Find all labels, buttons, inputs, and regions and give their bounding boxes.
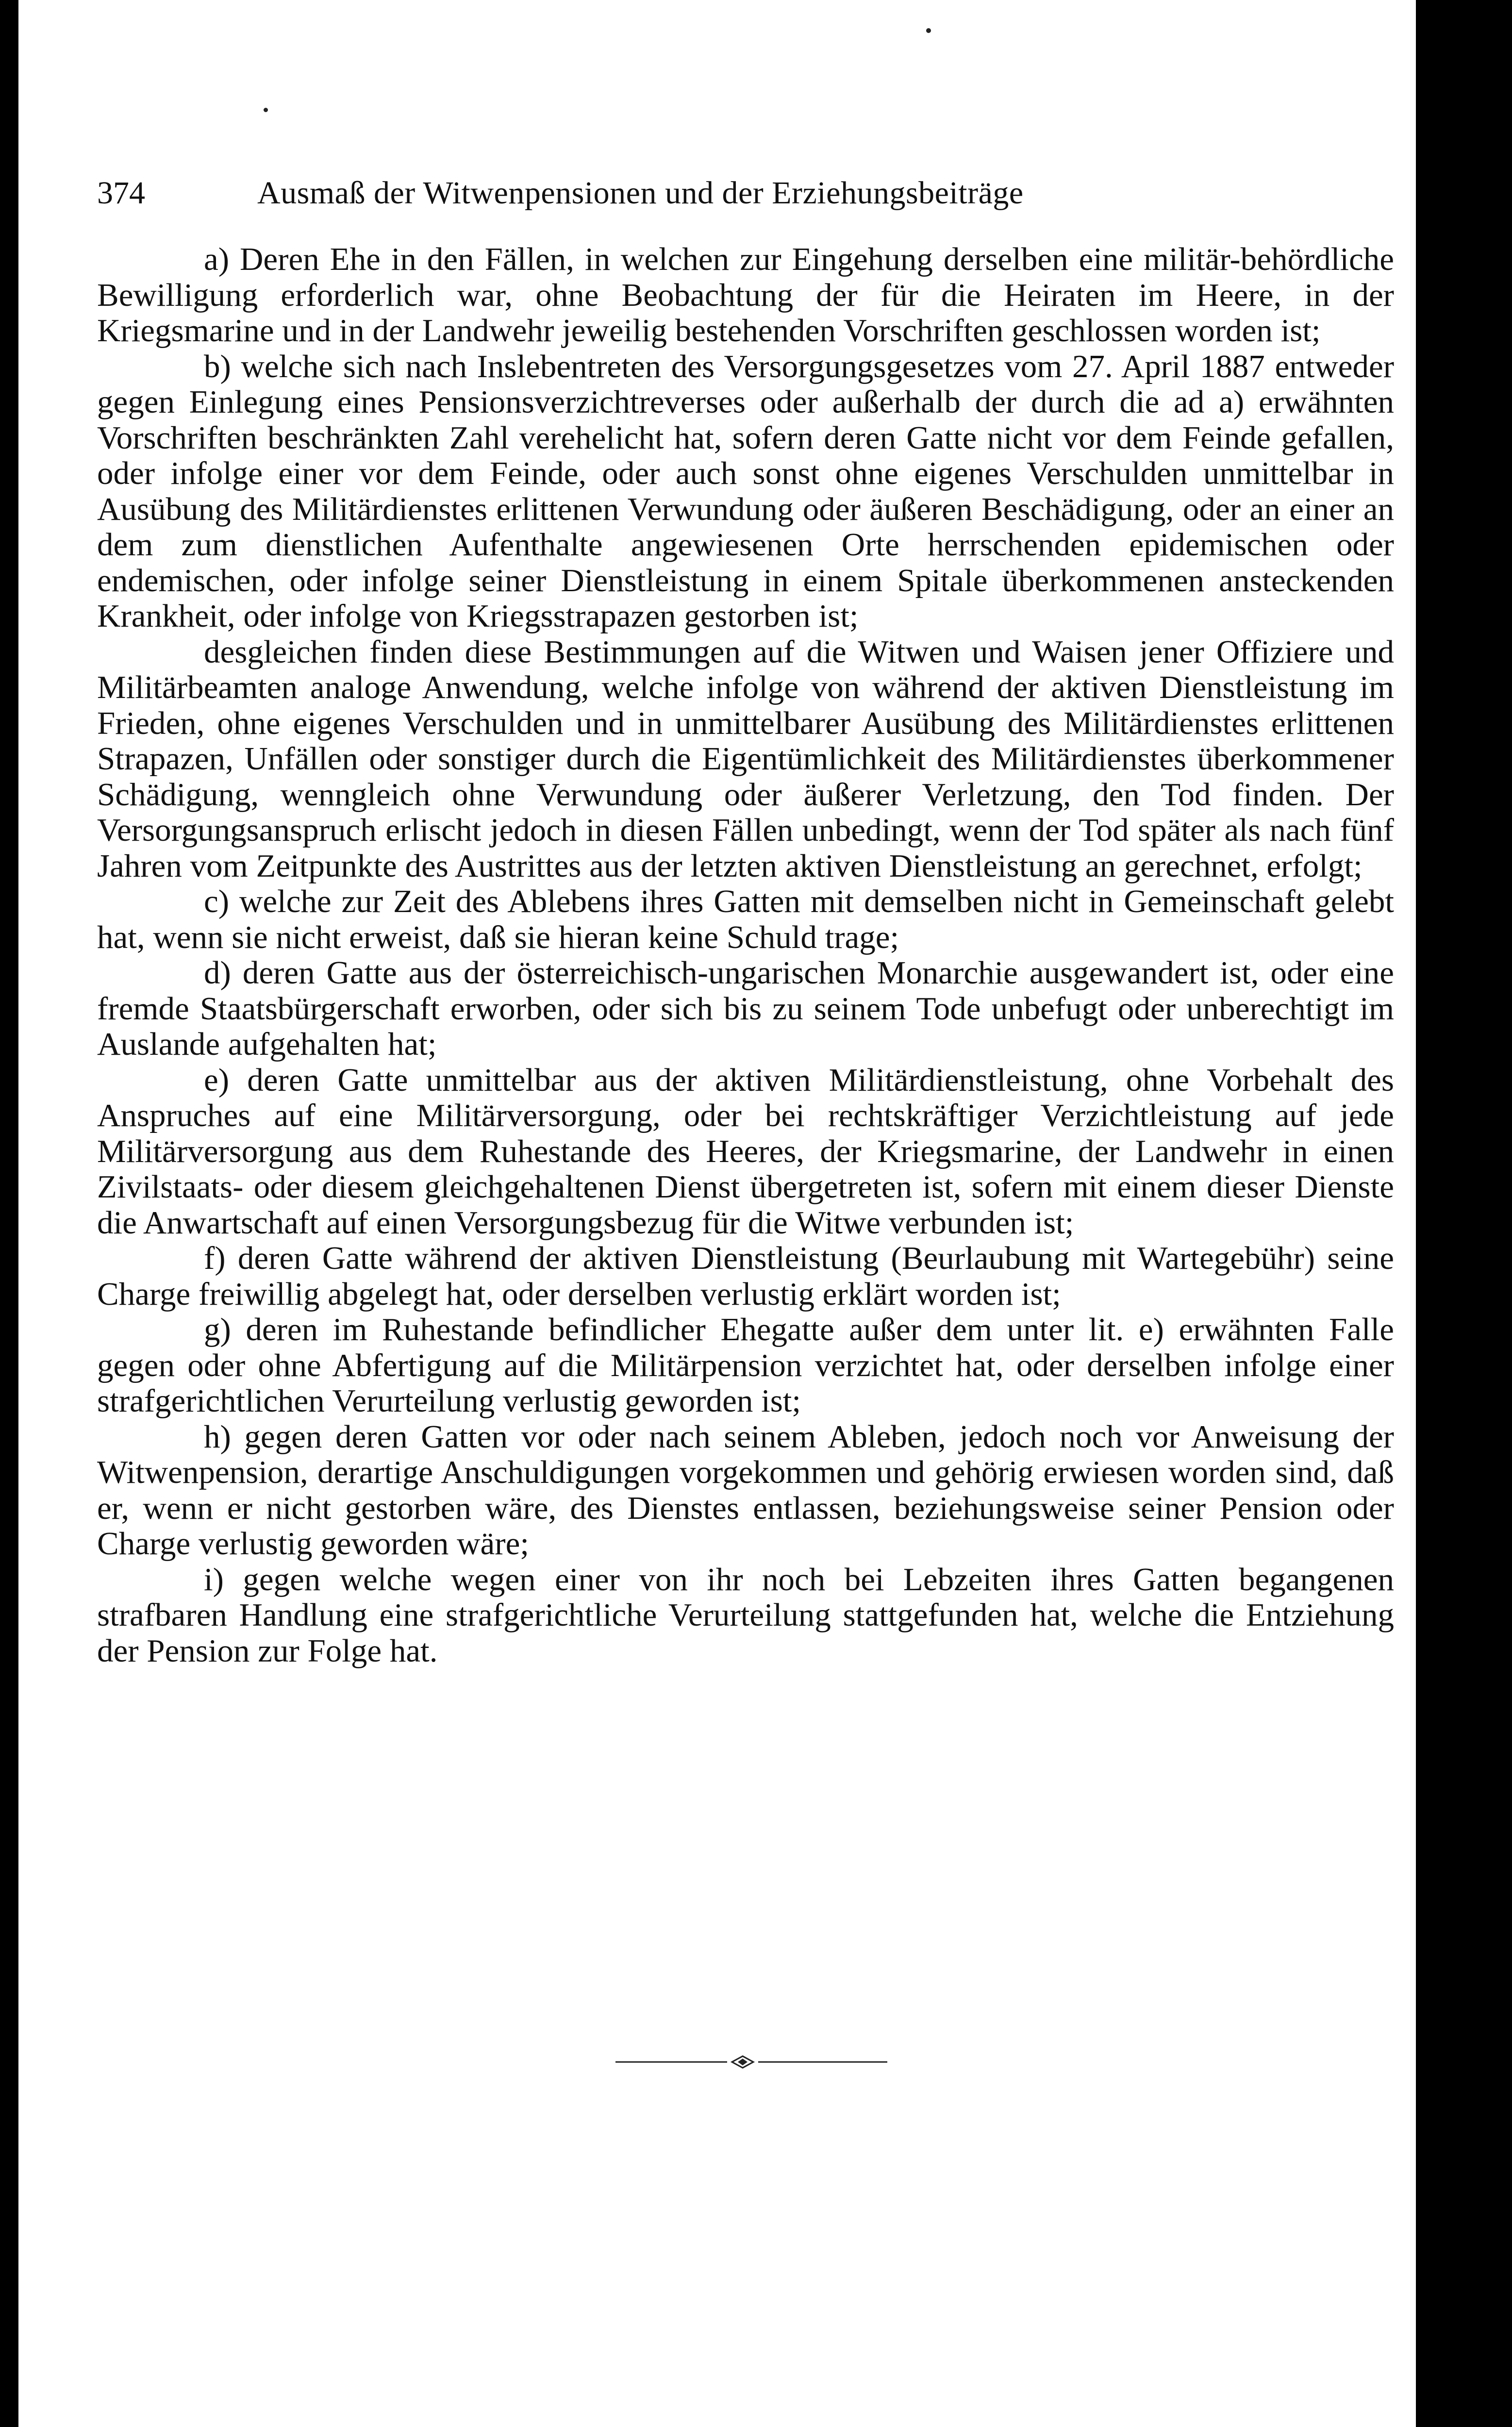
scan-speck bbox=[264, 108, 268, 112]
body-text bbox=[97, 242, 1394, 1669]
scan-edge bbox=[1416, 0, 1464, 2427]
paragraph-e: e) deren Gatte unmittelbar aus der aktiven Militärdienstleistung, ohne Vorbehalt des Anspruches auf eine Militärversorgung, oder bei rechtskräftiger Verzichtleistung auf jede Militärversorgung aus dem Ruhestande des Heeres, der Kriegsmarine, der Landwehr in einen Zivilstaats- oder diesem gleichgehaltenen Dienst übergetreten ist, sofern mit einem dieser Dienste die Anwartschaft auf einen Versorgungsbezug für die Witwe verbunden ist; bbox=[97, 1062, 1394, 1241]
paragraph-h: h) gegen deren Gatten vor oder nach seinem Ableben, jedoch noch vor Anweisung der Witwenpension, derartige Anschuldigungen vorgekommen und gehörig erwiesen worden sind, daß er, wenn er nicht gestorben wäre, des Dienstes entlassen, beziehungsweise seiner Pension oder Charge verlustig geworden wäre; bbox=[97, 1418, 1394, 1562]
paragraph-f: f) deren Gatte während der aktiven Dienstleistung (Beurlaubung mit Wartegebühr) seine Charge freiwillig abgelegt hat, oder derselben verlustig erklärt worden ist; bbox=[97, 1240, 1394, 1312]
paragraph-i: i) gegen welche wegen einer von ihr noch bei Lebzeiten ihres Gatten begangenen strafbaren Handlung eine strafgerichtliche Verurteilung stattgefunden hat, welche die Entziehung der Pension zur Folge hat. bbox=[97, 1561, 1394, 1669]
scan-speck bbox=[926, 28, 931, 33]
paragraph-c: c) welche zur Zeit des Ablebens ihres Gatten mit demselben nicht in Gemeinschaft gelebt hat, wenn sie nicht erweist, daß sie hieran keine Schuld trage; bbox=[97, 883, 1394, 955]
running-title: Ausmaß der Witwenpensionen und der Erziehungsbeiträge bbox=[257, 175, 1024, 211]
paragraph-b-continuation: desgleichen finden diese Bestimmungen auf die Witwen und Waisen jener Offiziere und Militärbeamten analoge Anwendung, welche infolge von während der aktiven Dienstleistung im Frieden, ohne eigenes Verschulden und in unmittelbarer Ausübung des Militärdienstes erlittenen Strapazen, Unfällen oder sonstiger durch die Eigentümlichkeit des Militärdienstes überkommener Schädigung, wenngleich ohne Verwundung oder äußerer Verletzung, den Tod finden. Der Versorgungsanspruch erlischt jedoch in diesen Fällen unbedingt, wenn der Tod später als nach fünf Jahren vom Zeitpunkte des Austrittes aus der letzten aktiven Dienstleistung an gerechnet, erfolgt; bbox=[97, 633, 1394, 884]
page-number: 374 bbox=[97, 175, 145, 211]
paragraph-d: d) deren Gatte aus der österreichisch-ungarischen Monarchie ausgewandert ist, oder eine fremde Staatsbürgerschaft erworben, oder sich bis zu seinem Tode unbefugt oder unberechtigt im Auslande aufgehalten hat; bbox=[97, 955, 1394, 1062]
paragraph-b: b) welche sich nach Inslebentreten des Versorgungsgesetzes vom 27. April 1887 entweder gegen Einlegung eines Pensionsverzichtreverses oder außerhalb der durch die ad a) erwähnten Vorschriften beschränkten Zahl verehelicht hat, sofern deren Gatte nicht vor dem Feinde gefallen, oder infolge einer vor dem Feinde, oder auch sonst ohne eigenes Verschulden unmittelbar in Ausübung des Militärdienstes erlittenen Verwundung oder äußeren Beschädigung, oder an einer an dem zum dienstlichen Aufenthalte angewiesenen Orte herrschenden epidemischen oder endemischen, oder infolge seiner Dienstleistung in einem Spitale überkommenen ansteckenden Krankheit, oder infolge von Kriegsstrapazen gestorben ist; bbox=[97, 348, 1394, 634]
paragraph-g: g) deren im Ruhestande befindlicher Ehegatte außer dem unter lit. e) erwähnten Falle gegen oder ohne Abfertigung auf die Militärpension verzichtet hat, oder derselben infolge einer strafgerichtlichen Verurteilung verlustig geworden ist; bbox=[97, 1312, 1394, 1419]
section-end-ornament-icon bbox=[615, 2052, 887, 2072]
page-header bbox=[97, 175, 1408, 228]
paragraph-a: a) Deren Ehe in den Fällen, in welchen zur Eingehung derselben eine militär-behördliche Bewilligung erforderlich war, ohne Beobachtung der für die Heiraten im Heere, in der Kriegsmarine und in der Landwehr jeweilig bestehenden Vorschriften geschlossen worden ist; bbox=[97, 241, 1394, 349]
scanned-page bbox=[18, 0, 1464, 2427]
